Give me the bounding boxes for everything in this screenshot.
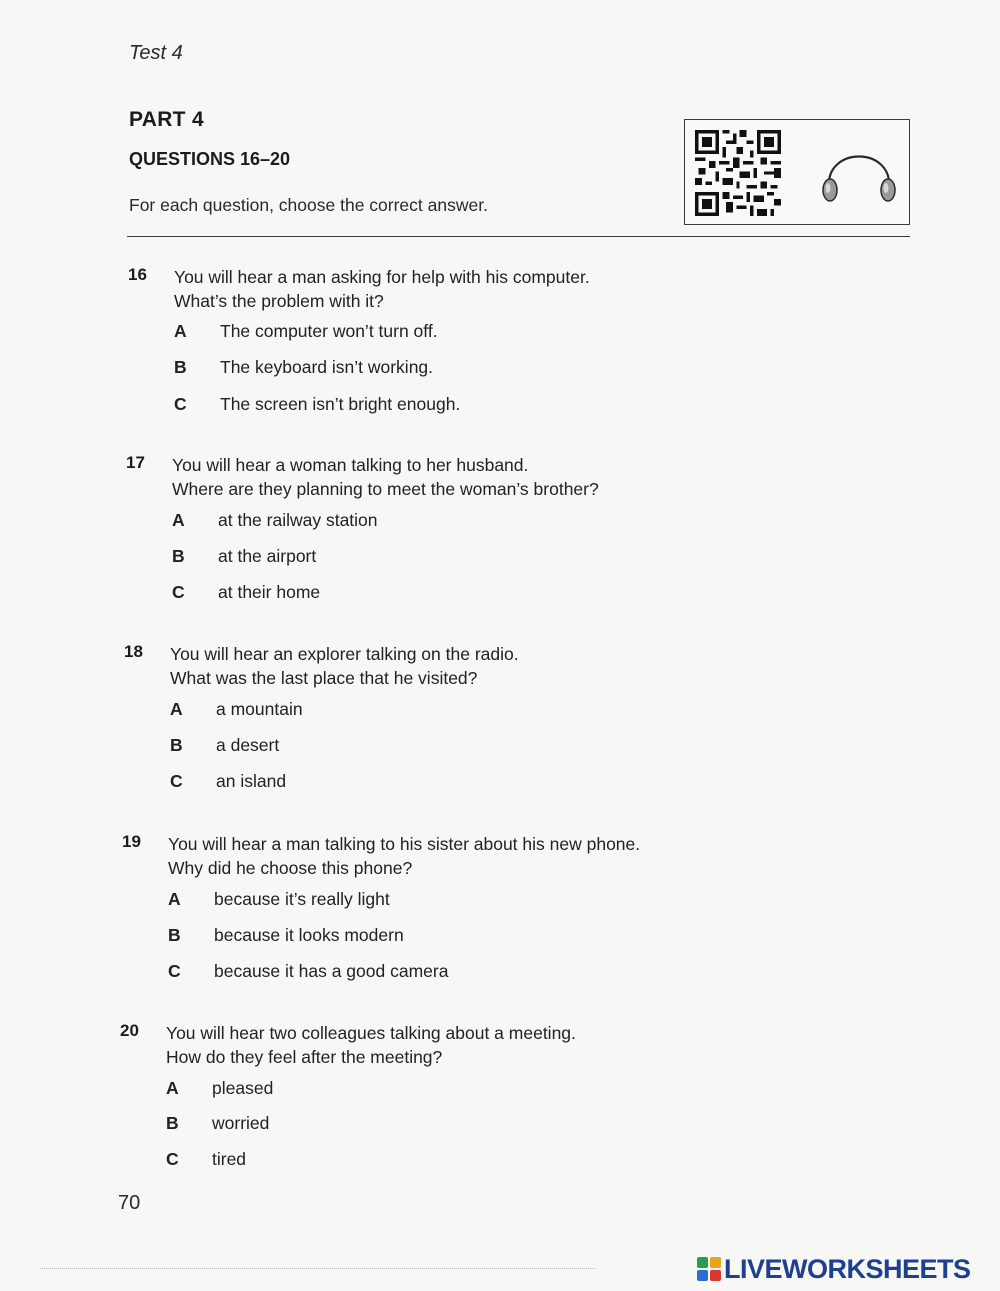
question-prompt-line: You will hear an explorer talking on the radio. (170, 644, 519, 664)
option-text: because it’s really light (214, 889, 390, 909)
footer-dotted-line (40, 1268, 595, 1269)
page-number: 70 (118, 1192, 141, 1214)
option-letter: C (166, 1149, 179, 1169)
option-text: The computer won’t turn off. (220, 321, 438, 341)
option-text: at the airport (218, 546, 317, 566)
question-prompt (170, 642, 519, 690)
option-a[interactable] (168, 889, 390, 910)
question-prompt-line: What was the last place that he visited? (170, 668, 478, 688)
option-letter: C (168, 961, 181, 981)
qr-code-icon (695, 130, 781, 216)
option-letter: B (172, 546, 185, 566)
option-text: at their home (218, 582, 321, 602)
question-prompt-line: You will hear a woman talking to her husband. (172, 455, 529, 475)
option-letter: C (172, 582, 185, 602)
question-number: 20 (120, 1021, 139, 1040)
questions-title: QUESTIONS 16–20 (129, 149, 291, 169)
option-letter: B (170, 735, 183, 755)
option-text: an island (216, 771, 287, 791)
instruction-text: For each question, choose the correct answer. (129, 195, 488, 215)
question-prompt-line: Why did he choose this phone? (168, 858, 413, 878)
option-b[interactable] (174, 357, 433, 378)
option-letter: B (168, 925, 181, 945)
liveworksheets-logo-icon (697, 1257, 721, 1281)
option-text: The keyboard isn’t working. (220, 357, 434, 377)
option-text: because it looks modern (214, 925, 404, 945)
option-text: a desert (216, 735, 280, 755)
option-a[interactable] (174, 321, 438, 342)
option-b[interactable] (166, 1113, 269, 1134)
question-prompt (174, 265, 590, 313)
option-c[interactable] (172, 582, 320, 603)
option-letter: B (166, 1113, 179, 1133)
option-letter: A (166, 1078, 179, 1098)
option-letter: B (174, 357, 187, 377)
question-prompt (168, 832, 640, 880)
option-a[interactable] (172, 510, 378, 531)
question-number: 16 (128, 265, 147, 284)
test-label: Test 4 (129, 42, 183, 64)
option-letter: A (174, 321, 187, 341)
option-b[interactable] (168, 925, 404, 946)
question-prompt-line: What’s the problem with it? (174, 291, 384, 311)
option-a[interactable] (166, 1078, 273, 1099)
question-prompt-line: You will hear a man talking to his sister about his new phone. (168, 834, 641, 854)
option-text: because it has a good camera (214, 961, 449, 981)
option-b[interactable] (170, 735, 279, 756)
part-title: PART 4 (129, 108, 204, 131)
question-prompt-line: How do they feel after the meeting? (166, 1047, 443, 1067)
question-number: 17 (126, 453, 145, 472)
option-c[interactable] (168, 961, 448, 982)
option-c[interactable] (174, 394, 460, 415)
question-prompt-line: You will hear a man asking for help with his computer. (174, 267, 590, 287)
option-letter: C (170, 771, 183, 791)
audio-box[interactable] (684, 119, 910, 225)
option-text: pleased (212, 1078, 274, 1098)
liveworksheets-brand[interactable] (697, 1253, 971, 1285)
question-number: 19 (122, 832, 141, 851)
question-prompt (166, 1021, 576, 1069)
question-number: 18 (124, 642, 143, 661)
option-letter: A (170, 699, 183, 719)
header-divider (127, 236, 910, 237)
question-prompt-line: Where are they planning to meet the woman’s brother? (172, 479, 599, 499)
option-text: at the railway station (218, 510, 378, 530)
option-text: tired (212, 1149, 247, 1169)
option-letter: C (174, 394, 187, 414)
option-text: worried (212, 1113, 270, 1133)
question-prompt-line: You will hear two colleagues talking about a meeting. (166, 1023, 576, 1043)
option-b[interactable] (172, 546, 316, 567)
option-text: a mountain (216, 699, 303, 719)
option-c[interactable] (166, 1149, 246, 1170)
option-letter: A (172, 510, 185, 530)
option-text: The screen isn’t bright enough. (220, 394, 461, 414)
option-a[interactable] (170, 699, 303, 720)
option-c[interactable] (170, 771, 286, 792)
option-letter: A (168, 889, 181, 909)
question-prompt (172, 453, 599, 501)
headphones-icon (817, 136, 901, 208)
brand-name: LIVEWORKSHEETS (724, 1253, 971, 1284)
